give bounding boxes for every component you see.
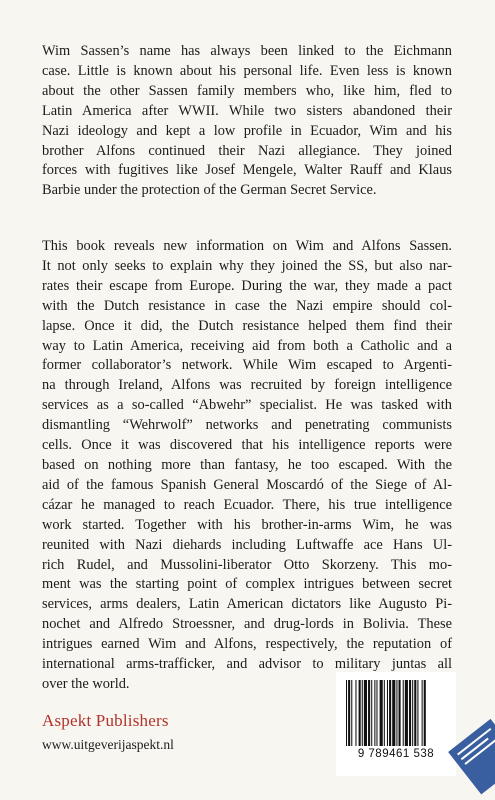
text-line: work started. Together with his brother-in-arms Wim, he was <box>42 516 452 533</box>
text-line: about the other Sassen family members who, like him, fled to <box>42 82 452 99</box>
blurb-paragraph-2 <box>42 237 452 695</box>
barcode-bar <box>412 680 413 746</box>
text-line: rich Rudel, and Mussolini-liberator Otto Skorzeny. This mo- <box>42 556 452 573</box>
text-line: cázar he managed to reach Ecuador. There, his true intelligence <box>42 496 452 513</box>
publisher-name: Aspekt Publishers <box>42 711 169 730</box>
barcode-bar <box>392 680 395 746</box>
text-line: services as a so-called “Abwehr” specialist. He was tasked with <box>42 397 452 414</box>
barcode-bar <box>417 680 418 746</box>
text-line: dismantling “Wehrwolf” networks and penetrating communists <box>42 417 452 434</box>
barcode-bar <box>399 680 401 746</box>
text-line: It not only seeks to explain why they joined the SS, but also nar- <box>42 257 452 274</box>
barcode-bar <box>376 680 377 746</box>
text-line: way to Latin America, receiving aid from both a Catholic and a <box>42 337 452 354</box>
text-line: cells. Once it was discovered that his intelligence reports were <box>42 437 452 454</box>
text-line: international arms-trafficker, and advisor to military juntas all <box>42 656 452 673</box>
barcode-bar <box>384 680 385 746</box>
barcode-bar <box>362 680 363 746</box>
barcode-bar <box>374 680 375 746</box>
text-line: lapse. Once it did, the Dutch resistance helped them find their <box>42 317 452 334</box>
barcode-bar <box>424 680 426 746</box>
barcode-bar <box>389 680 391 746</box>
barcode-bar <box>355 680 356 746</box>
text-line: nochet and Alfredo Stroessner, and drug-lords in Bolivia. These <box>42 616 452 633</box>
text-line: based on nothing more than fantasy, he too escaped. With the <box>42 456 452 473</box>
barcode-bar <box>422 680 423 746</box>
barcode-bar <box>396 680 397 746</box>
text-line: over the world. <box>42 675 130 692</box>
text-line: reunited with Nazi diehards including Luftwaffe ace Hans Ul- <box>42 536 452 553</box>
barcode-bar <box>405 680 408 746</box>
blurb-paragraph-1 <box>42 42 452 201</box>
barcode-bar <box>414 680 416 746</box>
barcode-bar <box>409 680 411 746</box>
barcode-bar <box>348 680 350 746</box>
text-line: former collaborator’s network. While Wim escaped to Argenti- <box>42 357 452 374</box>
barcode-bars <box>344 680 448 746</box>
text-line: services, arms dealers, Latin American dictators like Augusto Pi- <box>42 596 452 613</box>
text-line: ment was the starting point of complex intrigues between secret <box>42 576 452 593</box>
text-line: Wim Sassen’s name has always been linked to the Eichmann <box>42 43 452 59</box>
text-line: aid of the famous Spanish General Moscardó of the Siege of Al- <box>42 476 452 493</box>
text-line: intrigues earned Wim and Alfons, respectively, the reputation of <box>42 636 452 653</box>
text-line: rates their escape from Europe. During the war, they made a pact <box>42 277 452 294</box>
text-line: with the Dutch resistance in case the Nazi empire should col- <box>42 297 452 314</box>
barcode-bar <box>359 680 361 746</box>
barcode-bar <box>387 680 388 746</box>
barcode-bar <box>351 680 352 746</box>
barcode-bar <box>364 680 367 746</box>
text-line: Nazi ideology and kept a low profile in Ecuador, Wim and his <box>42 122 452 139</box>
publisher-website: www.uitgeverijaspekt.nl <box>42 737 174 752</box>
text-line: Barbie under the protection of the German Secret Service. <box>42 182 377 199</box>
barcode-bar <box>403 680 404 746</box>
barcode-bar <box>368 680 370 746</box>
text-line: brother Alfons continued their Nazi allegiance. They joined <box>42 142 452 159</box>
barcode-bar <box>380 680 383 746</box>
isbn-barcode <box>336 672 456 776</box>
isbn-digits: 9 789461 538 <box>357 748 435 760</box>
text-line: forces with fugitives like Josef Mengele, Walter Rauff and Klaus <box>42 162 452 179</box>
barcode-bar <box>346 680 347 746</box>
text-line: Latin America after WWII. While two sisters abandoned their <box>42 102 452 119</box>
barcode-bar <box>371 680 372 746</box>
text-line: This book reveals new information on Wim and Alfons Sassen. <box>42 238 452 254</box>
text-line: na through Ireland, Alfons was recruited by foreign intelligence <box>42 377 452 394</box>
text-line: case. Little is known about his personal life. Even less is known <box>42 62 452 79</box>
